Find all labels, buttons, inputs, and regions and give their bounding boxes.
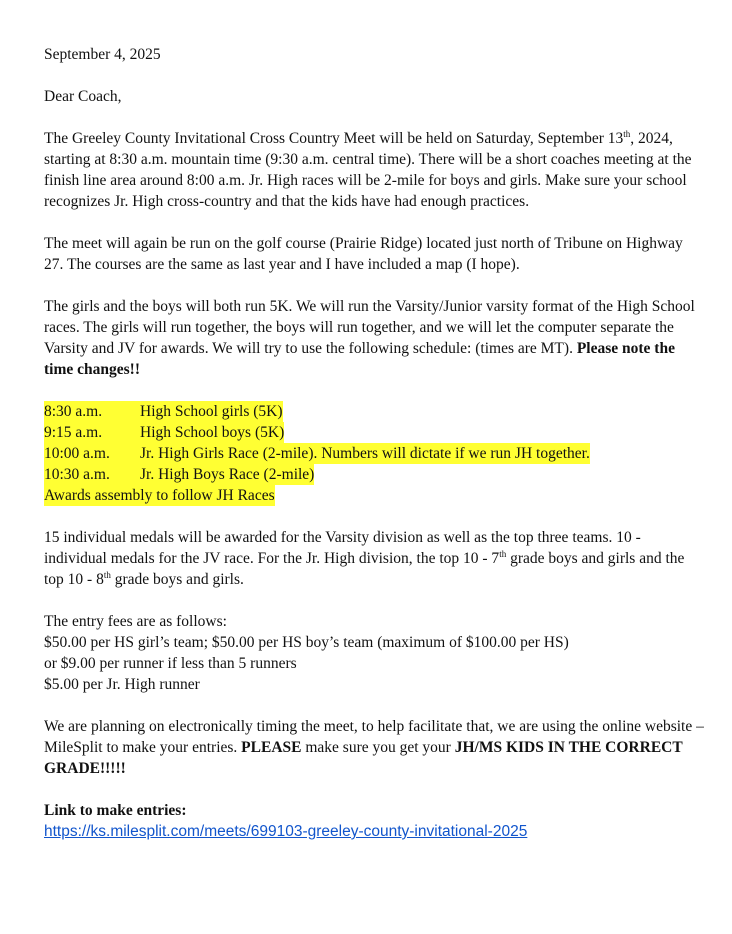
grade-warning: JH/MS KIDS IN THE CORRECT GRADE!!!!!: [44, 739, 683, 777]
paragraph-awards: [44, 527, 704, 590]
link-label: [44, 800, 704, 821]
entries-link[interactable]: https://ks.milesplit.com/meets/699103-greeley-county-invitational-2025: [44, 823, 528, 840]
time-change-note: Please note the time changes!!: [44, 340, 675, 378]
letter-date: September 4, 2025: [44, 46, 161, 63]
text-span: grade boys and girls.: [110, 571, 244, 588]
schedule-list: [44, 401, 704, 506]
schedule-row: [44, 443, 704, 464]
paragraph-format: [44, 296, 704, 380]
superscript: th: [499, 548, 507, 559]
text-span: grade boys and girls and the top 10 - 8: [44, 550, 685, 588]
superscript: th: [623, 128, 631, 139]
superscript: th: [103, 569, 111, 580]
text-span: The Greeley County Invitational Cross Country Meet will be held on Saturday, September 13: [44, 130, 624, 147]
schedule-event: Jr. High Girls Race (2-mile). Numbers will dictate if we run JH together.: [140, 445, 590, 462]
schedule-row: [44, 464, 704, 485]
fees-line: $50.00 per HS girl’s team; $50.00 per HS boy’s team (maximum of $100.00 per HS): [44, 634, 569, 651]
schedule-highlight: [44, 464, 314, 485]
link-label-text: Link to make entries:: [44, 802, 187, 819]
link-line: [44, 821, 704, 842]
schedule-highlight: [44, 401, 283, 422]
text-span: 15 individual medals will be awarded for the Varsity division as well as the top three teams. 10 - individual medals for the JV race. For the Jr. High division, the top 10 - 7: [44, 529, 641, 567]
paragraph-timing: [44, 716, 704, 779]
text-span: , 2024, starting at 8:30 a.m. mountain time (9:30 a.m. central time). There will be a short coaches meeting at the finish line area around 8:00 a.m. Jr. High races will be 2-mile for boys and girls. Make sure your school recognizes Jr. High cross-country and that the kids have had enough practices.: [44, 130, 692, 210]
fees-line: or $9.00 per runner if less than 5 runners: [44, 655, 297, 672]
schedule-event: High School girls (5K): [140, 403, 283, 420]
schedule-time: 8:30 a.m.: [44, 403, 103, 420]
salutation: Dear Coach,: [44, 88, 122, 105]
schedule-row: [44, 401, 704, 422]
schedule-highlight: [44, 422, 284, 443]
schedule-time: 10:00 a.m.: [44, 445, 110, 462]
entry-fees: [44, 611, 704, 695]
fees-intro: The entry fees are as follows:: [44, 613, 227, 630]
paragraph-meet-info: [44, 128, 704, 212]
schedule-row: [44, 422, 704, 443]
schedule-time: 9:15 a.m.: [44, 424, 103, 441]
letter-body: [44, 44, 704, 842]
text-span: We are planning on electronically timing the meet, to help facilitate that, we are using the online website – MileSplit to make your entries.: [44, 718, 704, 756]
schedule-event: Jr. High Boys Race (2-mile): [140, 466, 315, 483]
schedule-event: High School boys (5K): [140, 424, 285, 441]
fees-line: $5.00 per Jr. High runner: [44, 676, 200, 693]
schedule-time: 10:30 a.m.: [44, 466, 110, 483]
please-bold: PLEASE: [241, 739, 302, 756]
text-span: The girls and the boys will both run 5K. We will run the Varsity/Junior varsity format of the High School races. The girls will run together, the boys will run together, and we will let the computer separate the Varsity and JV for awards. We will try to use the following schedule: (times are MT).: [44, 298, 695, 357]
schedule-row: [44, 485, 704, 506]
text-span: make sure you get your: [301, 739, 455, 756]
awards-note: Awards assembly to follow JH Races: [44, 487, 275, 504]
schedule-highlight: [44, 443, 590, 464]
paragraph-location: The meet will again be run on the golf course (Prairie Ridge) located just north of Tribune on Highway 27. The courses are the same as last year and I have included a map (I hope).: [44, 235, 683, 273]
